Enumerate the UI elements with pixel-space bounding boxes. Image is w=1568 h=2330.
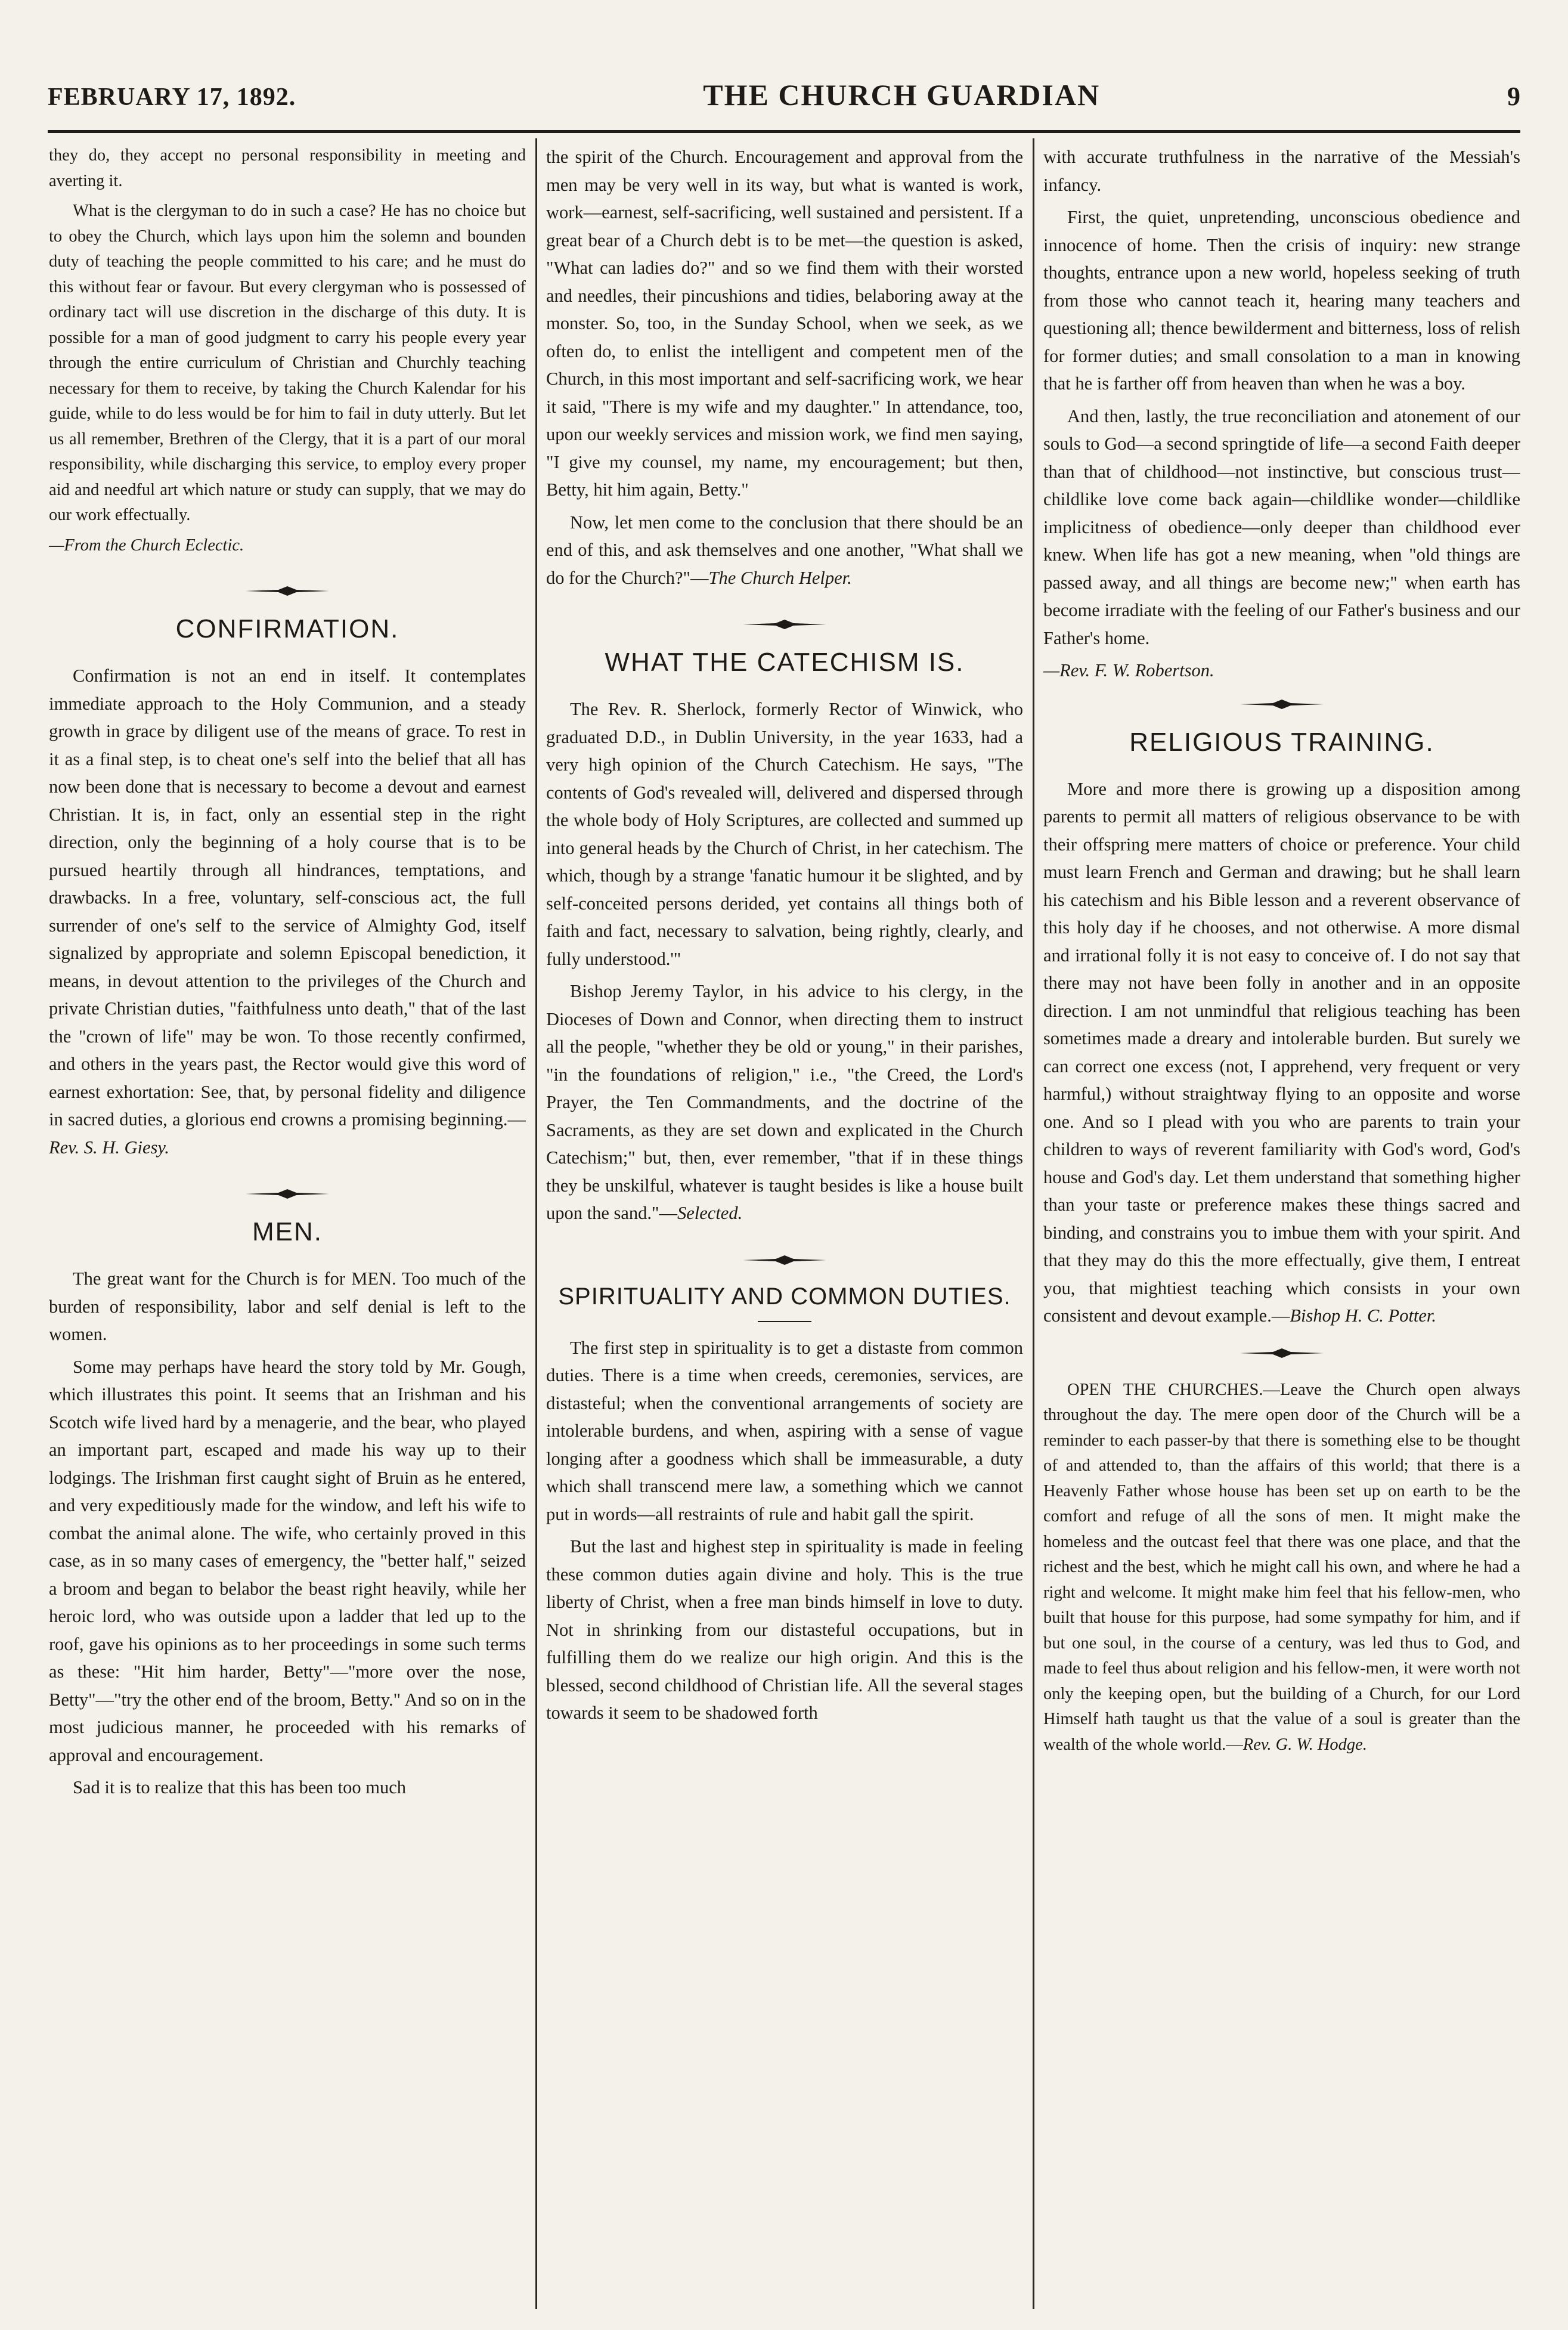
headline-underline [758, 1321, 811, 1322]
paper-title: THE CHURCH GUARDIAN [703, 78, 1101, 112]
column-2 [546, 143, 1023, 2314]
article-paragraph: Sad it is to realize that this has been too much [73, 1777, 407, 1797]
article-paragraph [546, 977, 1023, 1227]
article-text: OPEN THE CHURCHES.—Leave the Church open always throughout the day. The mere open door of the Church will be a reminder to each passer-by that there is something else to be thought of and attended to, than the affairs of this world; that there is a Heavenly Father whose house has been set up on earth to be the comfort and refuge of all the sons of men. It might make the homeless and the outcast feel that there was one place, and that the richest and the best, which he might call his own, and where he had a right and welcome. It might make him feel that his fellow-men, who built that house for this purpose, had some sympathy for him, and if but one soul, in the course of a century, was led thus to God, and made to feel thus about religion and his fellow-men, it were worth not only the keeping open, but the building of a Church, for our Lord Himself hath taught us that the value of a soul is greater than the wealth of the whole world.— [1043, 1380, 1520, 1754]
headline-catechism: WHAT THE CATECHISM IS. [605, 648, 965, 677]
article-paragraph [546, 509, 1023, 592]
divider-ornament-icon [246, 1188, 329, 1200]
article-paragraph [1043, 1378, 1520, 1758]
source-credit: —Rev. F. W. Robertson. [1043, 660, 1214, 680]
article-paragraph [1043, 775, 1520, 1330]
section-divider [49, 576, 526, 606]
article-paragraph: The Rev. R. Sherlock, formerly Rector of Winwick, who graduated D.D., in Dublin University, in the year 1633, had a very high opinion of the Church Catechism. He says, "The contents of God's revealed will, delivered and dispersed through the whole body of Holy Scriptures, are collected and summed up into general heads by the Church of Christ, in her catechism. The which, though by a strange 'fanatic humour it be slighted, and by self-conceited persons derided, yet contains all things both of faith and fact, necessary to salvation, being rightly, clearly, and fully understood.'" [546, 699, 1023, 969]
article-paragraph: with accurate truthfulness in the narrative of the Messiah's infancy. [1043, 147, 1520, 195]
article-text: More and more there is growing up a disposition among parents to permit all matters of religious observance to be with their offspring mere matters of choice or preference. Your child must learn French and German and drawing; but he shall learn his catechism and his Bible lesson and a reverent observance of this holy day if he chooses, and not otherwise. A more dismal and irrational folly it is not easy to conceive of. I do not say that there may not have been folly in another and in an opposite direction. I am not unmindful that religious teaching has been sometimes made a dreary and intolerable burden. But surely we can correct one excess (not, I apprehend, very frequent or very harmful,) without straightway flying to an opposite and worse one. And so I plead with you who are parents to train your children to ways of reverent familiarity with God's word, God's house and God's day. Let them understand that something higher than your taste or preference makes these things sacred and binding, and constrains you to imbue them with your spirit. And that they may do this the more effectually, give them, I entreat you, that mightiest teaching which consists in your own consistent and devout example.— [1043, 778, 1520, 1326]
section-divider [1043, 1338, 1520, 1368]
column-rule-2 [1033, 138, 1034, 2309]
article-text: Confirmation is not an end in itself. It contemplates immediate approach to the Holy Communion, and a steady growth in grace by diligent use of the means of grace. To rest in it as a final step, is to cheat one's self into the belief that all has now been done that is necessary to become a devout and earnest Christian. It is, in fact, only an essential step in the right direction, only the beginning of a holy course that is to be pursued heartily through all hindrances, temptations, and drawbacks. In a free, voluntary, self-conscious act, the full surrender of one's self to the service of Almighty God, itself signalized by appropriate and solemn Episcopal benediction, it means, in devout attention to the privileges of the Church and private Christian duties, "faithfulness unto death," that of the last the "crown of life" may be won. To those recently confirmed, and others in the years past, the Rector would give this word of earnest exhortation: See, that, by personal fidelity and diligence in sacred duties, a glorious end crowns a promising beginning.— [49, 666, 526, 1130]
source-credit: The Church Helper. [708, 567, 852, 588]
divider-ornament-icon [743, 1254, 826, 1266]
article-text: Bishop Jeremy Taylor, in his advice to his clergy, in the Dioceses of Down and Connor, when directing them to instruct all the people, "whether they be old or young," in their parishes, "in the foundations of religion," i.e., "the Creed, the Lord's Prayer, the Ten Commandments, and the doctrine of the Sacraments, as they are set down and explicated in the Church Catechism;" but, then, ever remember, "that if in these things they be unskilful, whatever is taught besides is like a house built upon the sand."— [546, 981, 1023, 1223]
article-paragraph: What is the clergyman to do in such a case? He has no choice but to obey the Church, which lays upon him the solemn and bounden duty of teaching the people committed to his care; and he must do this without fear or favour. But every clergyman who is possessed of ordinary tact will use discretion in the discharge of this duty. It is possible for a man of good judgment to carry his people every year through the entire curriculum of Christian and Churchly teaching necessary for them to receive, by taking the Church Kalendar for his guide, while to do less would be for him to fail in duty utterly. But let us all remember, Brethren of the Clergy, that it is a part of our moral responsibility, while discharging this service, to employ every proper aid and needful art which nature or study can supply, that we may do our work effectually. [49, 202, 526, 524]
column-rule-1 [535, 138, 537, 2309]
source-credit: Selected. [677, 1203, 743, 1223]
headline-spirituality: SPIRITUALITY AND COMMON DUTIES. [558, 1283, 1011, 1310]
section-divider [1043, 689, 1520, 719]
article-paragraph: Some may perhaps have heard the story told by Mr. Gough, which illustrates this point. It seems that an Irishman and his Scotch wife lived hard by a menagerie, and the bear, who played an important part, escaped and made his way up to their lodgings. The Irishman first caught sight of Bruin as he entered, and very expeditiously made for the window, and left his wife to combat the animal alone. The wife, who certainly proved in this case, as in so many cases of emergency, the "better half," seized a broom and began to belabor the beast right heavily, while her heroic lord, who was outside upon a ladder that led up to the roof, gave his opinions as to her proceedings in some such terms as these: "Hit him harder, Betty"—"more over the nose, Betty"—"try the other end of the broom, Betty." And so on in the most judicious manner, he proceeded with his remarks of approval and encouragement. [49, 1356, 526, 1765]
section-divider [546, 1245, 1023, 1275]
source-credit: Rev. S. H. Giesy. [49, 1137, 169, 1158]
header-rule [48, 130, 1520, 133]
article-paragraph: they do, they accept no personal responsibility in meeting and averting it. [49, 146, 526, 190]
article-paragraph: the spirit of the Church. Encouragement and approval from the men may be very well in its way, but what is wanted is work, work—earnest, self-sacrificing, well sustained and persistent. If a great bear of a Church debt is to be met—the question is asked, "What can ladies do?" and so we find them with their worsted and needles, their pincushions and tidies, belaboring away at the monster. So, too, in the Sunday School, when we seek, as we often do, to enlist the intelligent and competent men of the Church, in this most important and self-sacrificing work, we hear it said, "There is my wife and my daughter." In attendance, too, upon our weekly services and mission work, we find men saying, "I give my counsel, my name, my encouragement; but then, Betty, hit him again, Betty." [546, 147, 1023, 500]
article-paragraph [49, 662, 526, 1161]
newspaper-page [36, 0, 1538, 2330]
column-1 [49, 143, 526, 2314]
divider-ornament-icon [1240, 1347, 1324, 1359]
article-text: Now, let men come to the conclusion that there should be an end of this, and ask themselves and one another, "What shall we do for the Church?"— [546, 512, 1023, 588]
column-3 [1043, 143, 1520, 2314]
source-credit: Bishop H. C. Potter. [1290, 1305, 1437, 1326]
article-paragraph: But the last and highest step in spirituality is made in feeling these common duties again divine and holy. This is the true liberty of Christ, when a free man binds himself in love to duty. Not in shrinking from our distasteful occupations, but in fulfilling them do we realize our high origin. And this is the blessed, second childhood of Christian life. All the several stages towards it seem to be shadowed forth [546, 1536, 1023, 1723]
masthead [48, 78, 1520, 119]
article-source [1043, 657, 1520, 685]
divider-ornament-icon [743, 618, 826, 630]
page-number: 9 [1507, 82, 1520, 111]
section-divider [546, 609, 1023, 639]
source-credit: Rev. G. W. Hodge. [1242, 1735, 1367, 1754]
headline-confirmation: CONFIRMATION. [175, 614, 399, 643]
headline-religious-training: RELIGIOUS TRAINING. [1129, 727, 1434, 757]
issue-date: FEBRUARY 17, 1892. [48, 83, 296, 111]
article-text: And then, lastly, the true reconciliation and atonement of our souls to God—a second springtide of life—a second Faith deeper than that of childhood—not instinctive, but conscious trust—childlike love come back again—childlike wonder—childlike implicitness of obedience—only deeper than childhood ever knew. When life has got a new meaning, when "old things are passed away, and all things are become new;" when earth has become irradiate with the feeling of our Father's business and our Father's home. [1043, 406, 1520, 648]
headline-men: MEN. [252, 1217, 323, 1246]
source-credit: —From the Church Eclectic. [49, 536, 244, 555]
section-divider [49, 1179, 526, 1209]
divider-ornament-icon [246, 585, 329, 597]
article-paragraph: The first step in spirituality is to get a distaste from common duties. There is a time when creeds, ceremonies, services, are distasteful; when the conventional arrangements of society are intolerable burdens, and when, aspiring with a sense of vague longing after a goodness which shall be immeasurable, a duty which shall transcend mere law, a something which we cannot put in words—all restraints of rule and habit gall the spirit. [546, 1337, 1023, 1524]
divider-ornament-icon [1240, 698, 1324, 710]
article-source [49, 533, 526, 559]
article-paragraph: First, the quiet, unpretending, unconscious obedience and innocence of home. Then the crisis of inquiry: new strange thoughts, entrance upon a new world, hopeless seeking of truth from those who cannot teach it, hearing many teachers and questioning all; thence bewilderment and bitterness, loss of relish for former duties; and small consolation to a man in knowing that he is farther off from heaven than when he was a boy. [1043, 207, 1520, 394]
article-paragraph: The great want for the Church is for MEN. Too much of the burden of responsibility, labor and self denial is left to the women. [49, 1268, 526, 1344]
article-paragraph [1043, 403, 1520, 652]
